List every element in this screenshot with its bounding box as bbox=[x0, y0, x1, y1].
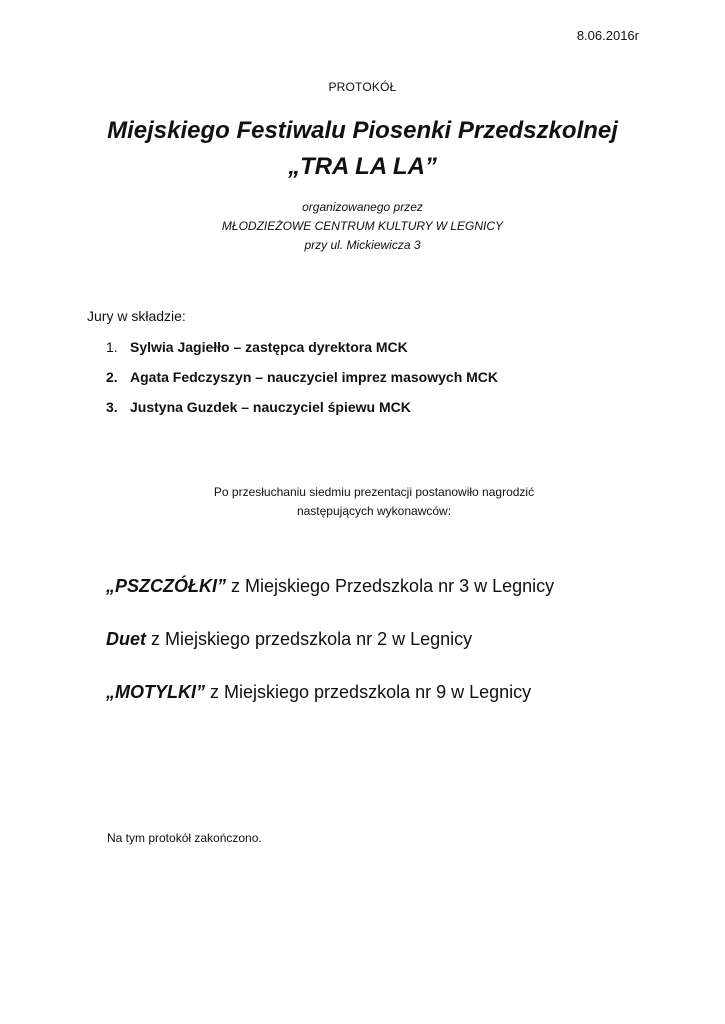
jury-member-text: Agata Fedczyszyn – nauczyciel imprez masowych MCK bbox=[130, 369, 499, 385]
organizer-intro: organizowanego przez bbox=[302, 200, 423, 214]
jury-member bbox=[106, 365, 498, 395]
winner-entry bbox=[106, 572, 554, 625]
jury-list bbox=[106, 335, 498, 425]
jury-member bbox=[106, 335, 498, 365]
jury-member-number: 3. bbox=[106, 399, 118, 415]
festival-title-line-2: „TRA LA LA” bbox=[288, 153, 437, 180]
winner-entry bbox=[106, 678, 554, 731]
jury-member-number: 2. bbox=[106, 369, 118, 385]
jury-member-text: Sylwia Jagiełło – zastępca dyrektora MCK bbox=[130, 339, 408, 355]
decision-line-2: następujących wykonawców: bbox=[296, 504, 452, 518]
decision-text bbox=[0, 483, 725, 521]
decision-line-1: Po przesłuchaniu siedmiu prezentacji postanowiło nagrodzić bbox=[213, 485, 535, 499]
festival-title bbox=[0, 113, 725, 185]
document-date: 8.06.2016r bbox=[576, 28, 639, 43]
winner-name: „MOTYLKI” bbox=[106, 682, 205, 702]
jury-heading: Jury w składzie: bbox=[87, 308, 186, 324]
winner-name: „PSZCZÓŁKI” bbox=[106, 576, 226, 596]
winner-details: z Miejskiego przedszkola nr 2 w Legnicy bbox=[146, 629, 473, 649]
winner-name: Duet bbox=[106, 629, 146, 649]
organizer-block bbox=[0, 198, 725, 255]
closing-statement: Na tym protokół zakończono. bbox=[107, 831, 262, 845]
jury-member-text: Justyna Guzdek – nauczyciel śpiewu MCK bbox=[130, 399, 411, 415]
document-type: PROTOKÓŁ bbox=[328, 80, 397, 94]
winners-list bbox=[106, 572, 554, 731]
jury-member-number: 1. bbox=[106, 339, 118, 355]
organizer-address: przy ul. Mickiewicza 3 bbox=[304, 238, 421, 252]
jury-member bbox=[106, 395, 498, 425]
winner-details: z Miejskiego przedszkola nr 9 w Legnicy bbox=[205, 682, 532, 702]
winner-entry bbox=[106, 625, 554, 678]
winner-details: z Miejskiego Przedszkola nr 3 w Legnicy bbox=[226, 576, 555, 596]
organizer-name: MŁODZIEŻOWE CENTRUM KULTURY W LEGNICY bbox=[221, 219, 504, 233]
festival-title-line-1: Miejskiego Festiwalu Piosenki Przedszkolnej bbox=[107, 117, 618, 144]
